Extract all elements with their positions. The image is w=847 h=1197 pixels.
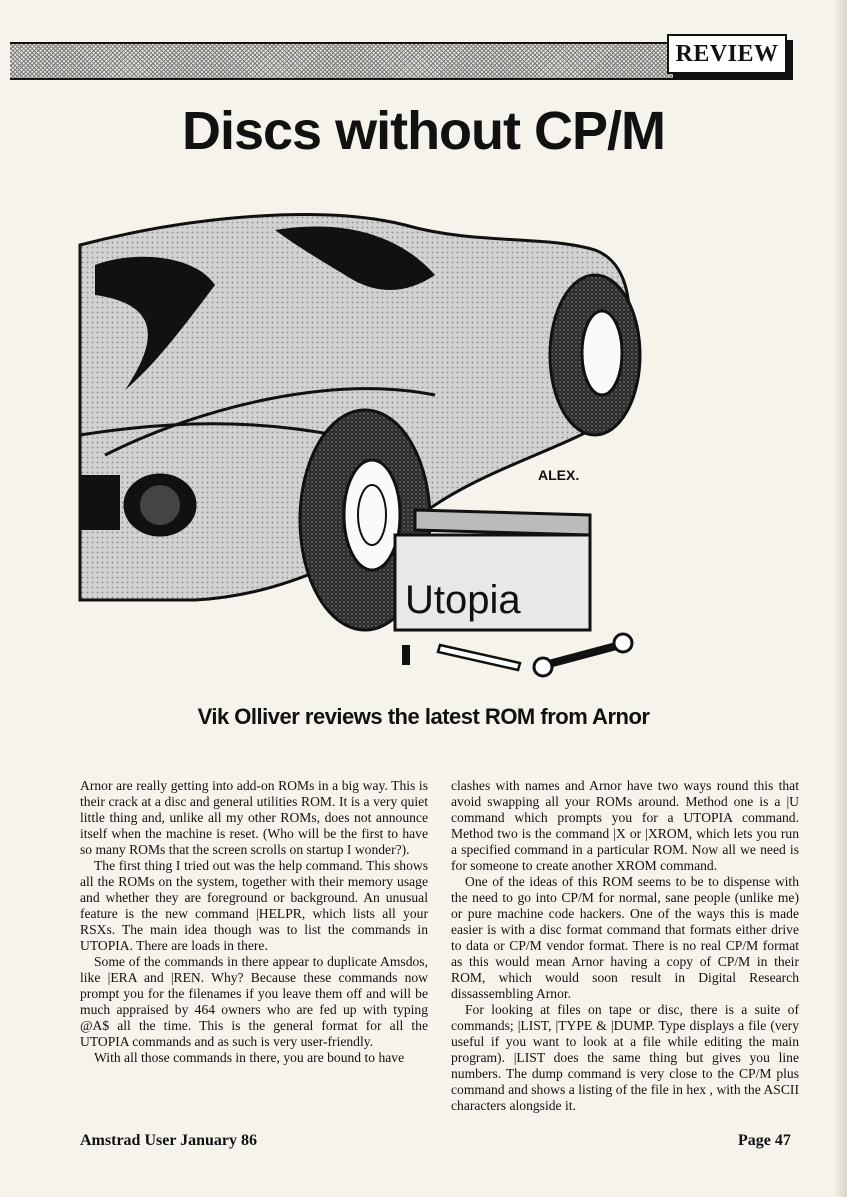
review-section-tag: REVIEW (667, 34, 787, 74)
toolbox-lid (415, 510, 590, 535)
paragraph: The first thing I tried out was the help command. This shows all the ROMs on the system, together with their memory usage and whether they are foreground or background. An unusual feature is the new command |HELPR, which lists all your RSXs. The main idea though was to list the commands in UTOPIA. There are loads in there. (80, 858, 428, 953)
paragraph: clashes with names and Arnor have two ways round this that avoid swapping all your ROMs around. Method one is a |U command which prompts you for a UTOPIA command. Method two is the command |X or |XROM, which lets you run a specified command in a particular ROM. Now all we need is for someone to create another XROM command. (451, 778, 799, 873)
car-toolbox-illustration (75, 205, 645, 695)
paragraph: One of the ideas of this ROM seems to be to dispense with the need to go into CP/M for normal, sane people (unlike me) or pure machine code hackers. One of the ways this is made easier is with a disc format command that formats either drive to data or CP/M vendor format. There is no real CP/M format as this would mean Arnor having a copy of CP/M in their ROM, which would soon result in Digital Research dissassembling Arnor. (451, 874, 799, 1001)
article-column-right (451, 778, 799, 1114)
front-hub (582, 311, 622, 395)
article-column-left (80, 778, 428, 1066)
paragraph: With all those commands in there, you are bound to have (94, 1050, 405, 1065)
spanner (545, 645, 620, 665)
bolt-tool (402, 645, 410, 665)
publication-footer: Amstrad User January 86 (80, 1132, 258, 1149)
paragraph: For looking at files on tape or disc, there is a suite of commands; |LIST, |TYPE & |DUMP. Type displays a file (very useful if you want to look at a file while editing the main program). |LIST does the same thing but gives you line numbers. The dump command is very close to the CP/M plus command and shows a listing of the file in hex , with the ASCII characters alongside it. (451, 1002, 799, 1113)
screwdriver (438, 645, 520, 670)
artist-signature: ALEX. (538, 467, 580, 483)
rear-hub (344, 460, 400, 570)
toolbox-label: Utopia (405, 578, 521, 622)
page-number: Page 47 (738, 1132, 791, 1149)
paragraph: Some of the commands in there appear to duplicate Amsdos, like |ERA and |REN. Why? Because these commands now prompt you for the filenames if you leave them off and will be much appraised by 464 owners who are fed up with typing @A$ all the time. This is the general format for all the UTOPIA commands and as such is very user-friendly. (80, 954, 428, 1049)
article-byline: Vik Olliver reviews the latest ROM from Arnor (197, 704, 650, 729)
paragraph: Arnor are really getting into add-on ROMs in a big way. This is their crack at a disc and general utilities ROM. It is a very quiet little thing and, unlike all my other ROMs, does not announce itself when the machine is reset. (Who will be the first to have so many ROMs that the screen scrolls on startup I wonder?). (80, 778, 428, 857)
article-headline: Discs without CP/M (181, 101, 666, 161)
section-banner (10, 42, 678, 80)
page-edge (835, 0, 847, 1197)
